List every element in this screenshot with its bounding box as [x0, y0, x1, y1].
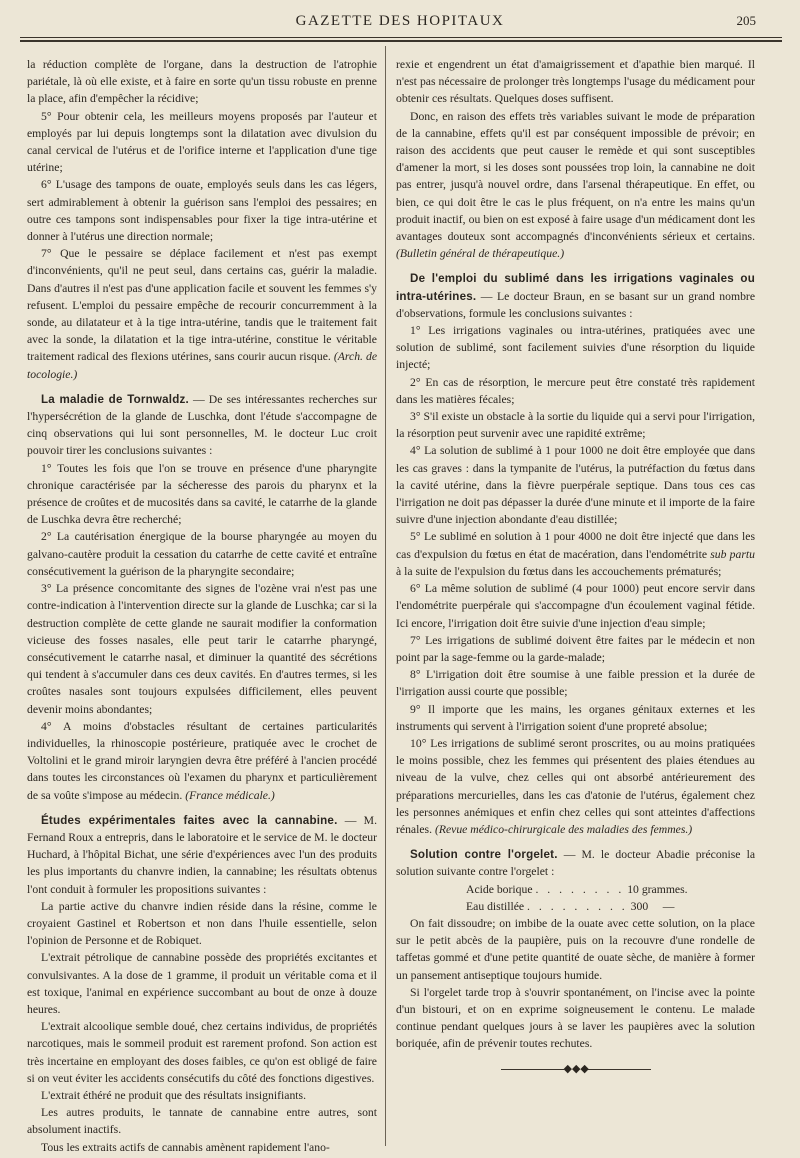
column-divider — [385, 46, 386, 1146]
paragraph-text: 7° Que le pessaire se déplace facilement et n'est pas exempt d'inconvénients, qu'il ne peut seul, dans certains cas, guérir la maladie. Dans d'autres il n'est pas d'une application facile et souvent les femmes s'y refusent. L'emploi du pessaire empêche de recourir concurremment à la sonde, au dilatateur et à la tige intra-utérine, tandis que le traitement fait avec la sonde, la dilatation et la tige intra-utérine, constitue le véritable traitement radical des flexions utérines, sans courir aucun risque. — [27, 247, 377, 364]
paragraph-text: 4° A moins d'obstacles résultant de certaines particularités individuelles, la rhinoscopie postérieure, pratiquée avec le crochet de Voltolini et le grand miroir laryngien devra être préféré à l'ancien procédé dans toutes les circonstances où l'examen du pharynx et particulièrement de sa voûte s'impose au médecin. — [27, 719, 377, 802]
paragraph: Tous les extraits actifs de cannabis amènent rapidement l'ano- — [41, 1140, 330, 1154]
paragraph: 3° S'il existe un obstacle à la sortie du liquide qui a servi pour l'irrigation, la résorption peut survenir avec une rapidité extrême; — [396, 410, 755, 441]
paragraph — [27, 245, 377, 383]
paragraph — [396, 528, 755, 580]
leader-dots: . . . . . . . . . — [527, 899, 628, 913]
paragraph: On fait dissoudre; on imbibe de la ouate avec cette solution, on la place sur le petit abcès de la paupière, puis on la recouvre d'une rondelle de taffetas gommé et d'une petite quantité de ouate sèche, de manière à former un pansement antiseptique toujours humide. — [396, 916, 755, 982]
paragraph: rexie et engendrent un état d'amaigrissement et d'apathie bien marqué. Il n'est pas nécessaire de prolonger très longtemps l'usage du médicament pour obtenir ces résultats. Quelques doses suffisent. — [396, 58, 755, 106]
section-tornwaldz — [27, 391, 377, 460]
paragraph — [27, 718, 377, 804]
latin-term: sub partu — [710, 547, 756, 561]
page-header — [18, 10, 782, 34]
paragraph: 1° Les irrigations vaginales ou intra-utérines, pratiquées avec une solution de sublimé, sont facilement suivies d'une résorption du liquide injecté; — [396, 324, 755, 372]
journal-title: GAZETTE DES HOPITAUX — [295, 13, 505, 29]
paragraph: L'extrait éthéré ne produit que des résultats insignifiants. — [41, 1088, 307, 1102]
section-intro: — De ses intéressantes recherches sur l'hypersécrétion de la glande de Luschka, dont l'étude s'accompagne de cinq observations qui lui sont personnelles, M. le docteur Luc croit pouvoir tirer les conclusions suivantes : — [27, 392, 377, 458]
paragraph-text: à la suite de l'expulsion du fœtus dans les accouchements prématurés; — [396, 564, 722, 578]
paragraph: 7° Les irrigations de sublimé doivent être faites par le médecin et non point par la sage-femme ou la garde-malade; — [396, 633, 755, 664]
source-citation: (Revue médico-chirurgicale des maladies des femmes.) — [434, 822, 693, 836]
paragraph: Les autres produits, le tannate de cannabine entre autres, sont absolument inactifs. — [27, 1106, 377, 1137]
recipe-line — [396, 898, 755, 915]
page-number: 205 — [736, 13, 756, 28]
ornament-diamonds: ◆◆◆ — [563, 1062, 589, 1075]
paragraph: 9° Il importe que les mains, les organes génitaux externes et les instruments qui servent à l'irrigation soient d'une propreté absolue; — [396, 702, 755, 733]
section-orgelet — [396, 846, 755, 880]
paragraph-text: 10° Les irrigations de sublimé seront proscrites, ou au moins pratiquées le moins possible, chez les femmes qui présentent des plaies étendues au niveau de la vulve, chez celles qui ont absorbé antérieurement des préparations mercurielles, dans les cas d'atonie de l'utérus, également chez les personnes anémiques et enfin chez celles qui sont atteintes d'affections rénales. — [396, 736, 755, 836]
paragraph-text: Donc, en raison des effets très variables suivant le mode de préparation de la cannabine, effets qu'il est par conséquent impossible de prévoir; en raison des accidents que peut causer le remède et qui sont susceptibles d'amener la mort, si les doses sont poussées trop loin, la cannabine ne doit pas entrer, jusqu'à nouvel ordre, dans l'arsenal thérapeutique. En effet, ou bien, ce qui doit être le cas le plus fréquent, on n'a entre les mains qu'un produit inactif, ou bien on est exposé à faire usage d'un médicament dont les avantages douteux sont accompagnés d'inconvénients sérieux et certains. — [396, 109, 755, 244]
ingredient-name: Eau distillée — [466, 899, 525, 913]
section-cannabine — [27, 812, 377, 898]
paragraph: 2° En cas de résorption, le mercure peut être constaté très rapidement dans les matières fécales; — [396, 375, 755, 406]
source-citation: (Bulletin général de thérapeutique.) — [396, 247, 565, 261]
left-column — [27, 56, 377, 1156]
paragraph: 5° Pour obtenir cela, les meilleurs moyens proposés par l'auteur et employés par lui depuis longtemps sont la dilatation avec divulsion du canal cervical de l'utérus et de l'orifice interne et l'application d'une tige utérine; — [27, 109, 377, 175]
ingredient-name: Acide borique — [466, 882, 533, 896]
source-citation: (France médicale.) — [185, 788, 275, 802]
section-intro: — M. le docteur Abadie préconise la solution suivante contre l'orgelet : — [396, 848, 756, 879]
paragraph: 4° La solution de sublimé à 1 pour 1000 ne doit être employée que dans les cas graves : dans la tympanite de l'utérus, la putréfaction du fœtus dans la cavité utérine, dans la fièvre puerpérale septique. Dans tous ces cas l'irrigation ne doit pas dépasser la durée d'une minute et il importe de la faire suivre d'une injection abondante d'eau distillée; — [396, 444, 755, 527]
leader-dots: . . . . . . . . — [535, 882, 625, 896]
section-title: La maladie de Tornwaldz. — [41, 392, 189, 406]
paragraph: Si l'orgelet tarde trop à s'ouvrir spontanément, on l'incise avec la pointe d'un bistouri, et on en exprime soigneusement le contenu. Le malade continue pendant quelques jours à se laver les paupières avec la solution boriquée, afin de prévenir toutes rechutes. — [396, 985, 755, 1051]
end-ornament — [501, 1062, 651, 1075]
section-sublime — [396, 270, 755, 322]
section-intro: — M. Fernand Roux a entrepris, dans le laboratoire et le service de M. le docteur Huchard, à l'hôpital Bichat, une série d'expériences avec l'un des produits les plus importants du chanvre indien, la cannabine; les résultats obtenus l'ont conduit à formuler les propositions suivantes : — [27, 813, 377, 896]
recipe-line — [396, 881, 755, 898]
paragraph — [396, 108, 755, 263]
paragraph: L'extrait alcoolique semble doué, chez certains individus, de propriétés narcotiques, mais le sommeil produit est rarement profond. Son action est très incertaine en employant des doses faibles, ce qu'on est obligé de faire si on veut éviter les accidents consécutifs du côté des fonctions digestives. — [27, 1020, 377, 1085]
ingredient-quantity: 10 grammes. — [627, 882, 688, 896]
header-rule — [20, 37, 782, 38]
section-title: De l'emploi du sublimé dans les irrigations vaginales ou intra-utérines. — [396, 272, 755, 303]
paragraph: 6° L'usage des tampons de ouate, employés seuls dans les cas légers, sert admirablement à obtenir la guérison sans l'emploi des pessaires; en outre ces tampons sont indispensables pour fixer la tige intra-utérine et donner à l'utérus une direction normale; — [27, 178, 377, 244]
paragraph: 2° La cautérisation énergique de la bourse pharyngée au moyen du galvano-cautère produit la cessation du catarrhe de cette cavité et entraîne consécutivement la guérison de la pharyngite secondaire; — [27, 530, 377, 578]
ingredient-quantity: 300 — — [630, 899, 675, 913]
paragraph — [396, 735, 755, 838]
section-title: Solution contre l'orgelet. — [410, 848, 558, 862]
header-rule-thick — [20, 40, 782, 42]
paragraph-text: 5° Le sublimé en solution à 1 pour 4000 ne doit être injecté que dans les cas d'expulsion du fœtus en état de macération, dans l'endométrite — [396, 530, 755, 561]
paragraph: L'extrait pétrolique de cannabine possède des propriétés excitantes et convulsivantes. A la dose de 1 gramme, il produit un véritable coma et il est toxique, l'animal en expérience succombant au bout de onze à douze heures. — [27, 951, 377, 1016]
paragraph: 6° La même solution de sublimé (4 pour 1000) peut encore servir dans l'endométrite puerpérale qui s'accompagne d'un écoulement vaginal fétide. Ici encore, l'irrigation doit être suivie d'une injection d'eau simple; — [396, 582, 755, 630]
source-citation: (Arch. de tocologie.) — [27, 350, 378, 381]
section-title: Études expérimentales faites avec la cannabine. — [41, 813, 338, 827]
right-column — [396, 56, 755, 1075]
paragraph: la réduction complète de l'organe, dans la destruction de l'atrophie pariétale, là où elle existe, et à faire en sorte qu'un tissu robuste en prenne la place, afin d'empêcher la récidive; — [27, 58, 377, 106]
section-intro: — Le docteur Braun, en se basant sur un grand nombre d'observations, formule les conclusions suivantes : — [396, 289, 756, 320]
paragraph: La partie active du chanvre indien réside dans la résine, comme le croyaient Gastinel et Robertson et non dans l'huile essentielle, selon l'opinion de Personne et de Robiquet. — [27, 899, 377, 948]
paragraph: 8° L'irrigation doit être soumise à une faible pression et la durée de l'irrigation aussi courte que possible; — [396, 668, 755, 699]
paragraph: 1° Toutes les fois que l'on se trouve en présence d'une pharyngite chronique caractérisée par la sécheresse des parois du pharynx et la présence de croûtes et de mucosités dans sa cavité, le catarrhe de la glande de Luschka devra être recherché; — [27, 461, 377, 527]
paragraph: 3° La présence concomitante des signes de l'ozène vrai n'est pas une contre-indication à l'intervention directe sur la glande de Luschka; car si la destruction complète de cette glande ne saurait modifier la conformation vicieuse des fosses nasales, elle peut tarir le catarrhe pharyngé, consécutivement le catarrhe nasal, et diminuer la quantité des sécrétions qui tendent à s'accumuler dans ces deux cavités. En d'autres termes, si les croûtes nasales sont toujours expulsées difficilement, elles peuvent devenir moins abondantes; — [27, 582, 377, 716]
